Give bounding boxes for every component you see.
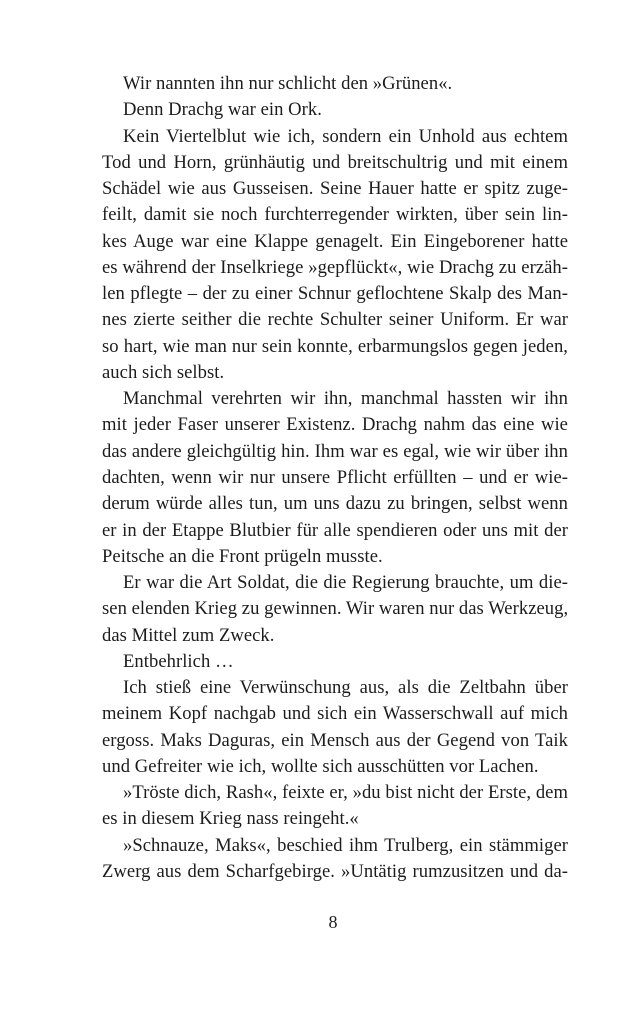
text-line: Ich stieß eine Verwünschung aus, als die Zeltbahn über	[123, 677, 568, 699]
text-line: kes Auge war eine Klappe genagelt. Ein Eingeborener hatte	[102, 230, 568, 252]
text-line: auch sich selbst.	[102, 361, 225, 383]
text-line: nes zierte seither die rechte Schulter seiner Uniform. Er war	[102, 309, 568, 331]
text-line: so hart, wie man nur sein konnte, erbarmungslos gegen jeden,	[102, 335, 568, 357]
text-line: dachten, wenn wir nur unsere Pflicht erfüllten – und er wie-	[102, 466, 568, 488]
body-text	[102, 71, 568, 885]
text-line: Zwerg aus dem Scharfgebirge. »Untätig rumzusitzen und da-	[102, 860, 568, 882]
text-line: er in der Etappe Blutbier für alle spendieren oder uns mit der	[102, 519, 568, 541]
text-line: Er war die Art Soldat, die die Regierung brauchte, um die-	[123, 572, 568, 594]
text-line: es in diesem Krieg nass reingeht.«	[102, 808, 359, 830]
text-line: und Gefreiter wie ich, wollte sich ausschütten vor Lachen.	[102, 755, 539, 777]
text-line: es während der Inselkriege »gepflückt«, wie Drachg zu erzäh-	[102, 256, 568, 278]
text-line: sen elenden Krieg zu gewinnen. Wir waren nur das Werkzeug,	[102, 598, 569, 620]
text-line: Wir nannten ihn nur schlicht den »Grünen«.	[123, 73, 453, 94]
text-line: »Schnauze, Maks«, beschied ihm Trulberg, ein stämmiger	[123, 834, 568, 856]
text-line: len pflegte – der zu einer Schnur geflochtene Skalp des Man-	[102, 283, 568, 305]
text-line: Entbehrlich …	[123, 650, 234, 672]
text-line: Kein Viertelblut wie ich, sondern ein Unhold aus echtem	[123, 125, 568, 147]
text-line: derum würde alles tun, um uns dazu zu bringen, selbst wenn	[102, 493, 568, 515]
text-line: feilt, damit sie noch furchterregender wirkten, über sein lin-	[102, 204, 568, 226]
text-line: Manchmal verehrten wir ihn, manchmal hassten wir ihn	[123, 388, 568, 410]
text-line: Peitsche an die Front prügeln musste.	[102, 545, 383, 567]
text-line: das andere gleichgültig hin. Ihm war es egal, wie wir über ihn	[102, 440, 568, 462]
text-line: Schädel wie aus Gusseisen. Seine Hauer hatte er spitz zuge-	[102, 178, 568, 200]
text-line: meinem Kopf nachgab und sich ein Wasserschwall auf mich	[102, 703, 568, 725]
page-number: 8	[328, 912, 338, 932]
text-line: mit jeder Faser unserer Existenz. Drachg nahm das eine wie	[102, 414, 568, 436]
text-line: das Mittel zum Zweck.	[102, 624, 275, 646]
text-line: ergoss. Maks Daguras, ein Mensch aus der Gegend von Taik	[102, 729, 568, 751]
text-line: Denn Drachg war ein Ork.	[123, 99, 322, 121]
text-line: »Tröste dich, Rash«, feixte er, »du bist nicht der Erste, dem	[123, 782, 568, 804]
text-line: Tod und Horn, grünhäutig und breitschultrig und mit einem	[102, 151, 568, 173]
